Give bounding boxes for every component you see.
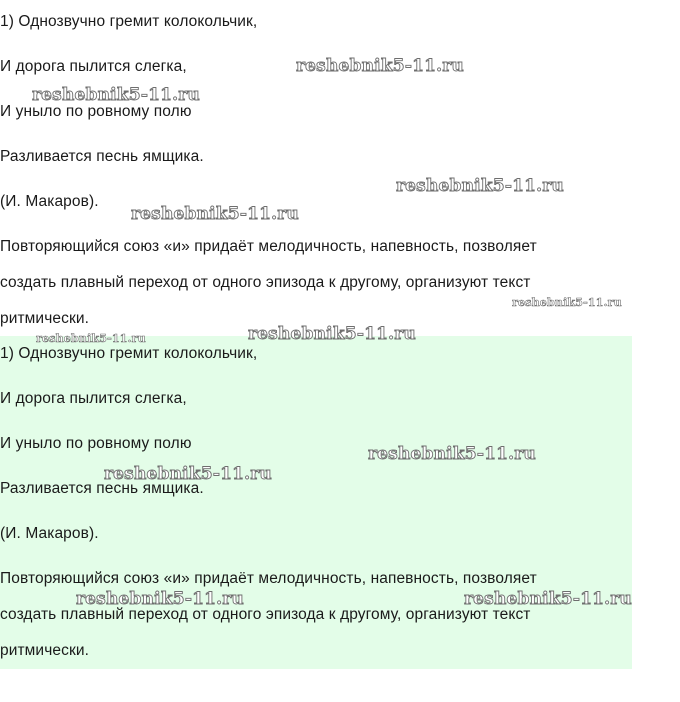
explanation-line: создать плавный переход от одного эпизода к другому, организуют текст (0, 274, 531, 291)
explanation-line: Повторяющийся союз «и» придаёт мелодичность, напевность, позволяет (0, 238, 537, 255)
watermark: reshebnik5-11.ru (464, 589, 632, 609)
watermark: reshebnik5-11.ru (368, 444, 536, 464)
poem-line: Разливается песнь ямщика. (0, 480, 204, 497)
author-attribution: (И. Макаров). (0, 525, 99, 542)
watermark: reshebnik5-11.ru (76, 589, 244, 609)
poem-line: И дорога пылится слегка, (0, 58, 187, 75)
text-block-highlighted (0, 336, 632, 669)
watermark: reshebnik5-11.ru (248, 324, 416, 344)
explanation-line: ритмически. (0, 310, 89, 327)
poem-line: 1) Однозвучно гремит колокольчик, (0, 13, 258, 30)
watermark: reshebnik5-11.ru (296, 56, 464, 76)
explanation-line: ритмически. (0, 642, 89, 659)
watermark: reshebnik5-11.ru (104, 464, 272, 484)
poem-line: 1) Однозвучно гремит колокольчик, (0, 345, 258, 362)
watermark: reshebnik5-11.ru (32, 85, 200, 105)
poem-line: И дорога пылится слегка, (0, 390, 187, 407)
watermark: reshebnik5-11.ru (131, 204, 299, 224)
explanation-line: создать плавный переход от одного эпизода к другому, организуют текст (0, 606, 531, 623)
poem-line: И уныло по ровному полю (0, 103, 192, 120)
watermark: reshebnik5-11.ru (396, 176, 564, 196)
watermark: reshebnik5-11.ru (512, 296, 622, 309)
watermark: reshebnik5-11.ru (36, 332, 146, 345)
poem-line: И уныло по ровному полю (0, 435, 192, 452)
poem-line: Разливается песнь ямщика. (0, 148, 204, 165)
explanation-line: Повторяющийся союз «и» придаёт мелодичность, напевность, позволяет (0, 570, 537, 587)
author-attribution: (И. Макаров). (0, 193, 99, 210)
